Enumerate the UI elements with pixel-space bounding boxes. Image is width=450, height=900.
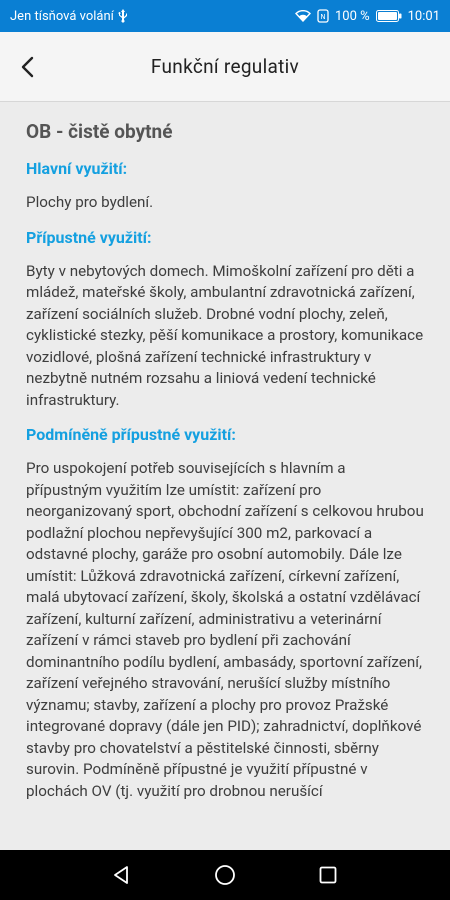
status-left xyxy=(10,9,128,24)
section-heading-main-use: Hlavní využití: xyxy=(26,159,128,178)
page-title: Funkční regulativ xyxy=(150,55,300,78)
section-text-main-use: Plochy pro bydlení. xyxy=(26,193,154,211)
section-heading-permitted-use: Přípustné využití: xyxy=(26,227,152,247)
home-circle-icon xyxy=(214,864,236,886)
recents-square-icon xyxy=(318,865,338,885)
clock: 10:01 xyxy=(407,8,440,24)
nav-back-button[interactable] xyxy=(102,855,142,895)
back-button[interactable] xyxy=(0,32,56,102)
section-text-conditional-use: Pro uspokojení potřeb souvisejících s hlavním a přípustným využitím lze umístit: zařízení pro neorganizovaný sport, obchodní zařízení s celkovou hrubou podlažní plochou nepřevyšující 300 m2, parkovací a odstavné plochy, garáže pro osobní automobily. Dále lze umístit: Lůžková zdravotnická zařízení, církevní zařízení, malá ubytovací zařízení, školy, školská a ostatní vzdělávací zařízení, kulturní zařízení, administrativu a veterinární zařízení v rámci staveb pro bydlení při zachování dominantního podílu bydlení, ambasády, sportovní zařízení, zařízení veřejného stravování, nerušící služby místního významu; stavby, zařízení a plochy pro provoz Pražské integrované dopravy (dále jen PID); zahradnictví, doplňkové stavby pro chovatelství a pěstitelské činnosti, sběrny surovin. Podmíněně přípustné je využití přípustné v plochách OV (tj. využití pro drobnou nerušící xyxy=(26,459,424,800)
nav-recents-button[interactable] xyxy=(308,855,348,895)
back-triangle-icon xyxy=(112,865,132,885)
zone-title: OB - čistě obytné xyxy=(26,120,173,143)
section-text-permitted-use: Byty v nebytových domech. Mimoškolní zařízení pro děti a mládež, mateřské školy, ambulantní zdravotnická zařízení, zařízení sociálních služeb. Drobné vodní plochy, zeleň, cyklistické stezky, pěší komunikace a prostory, komunikace vozidlové, plošná zařízení technické infrastruktury v nezbytně nutném rozsahu a liniová vedení technické infrastruktury. xyxy=(26,261,424,409)
svg-text:N: N xyxy=(320,13,326,21)
regulation-content[interactable] xyxy=(0,102,450,850)
app-bar xyxy=(0,32,450,102)
chevron-left-icon xyxy=(17,56,39,78)
status-bar xyxy=(0,0,450,32)
battery-icon xyxy=(376,10,402,22)
battery-percent: 100 % xyxy=(334,8,370,24)
system-nav-bar xyxy=(0,850,450,900)
nav-home-button[interactable] xyxy=(205,855,245,895)
section-heading-conditional-use: Podmíněně přípustné využití: xyxy=(26,425,236,444)
carrier-text: Jen tísňová volání xyxy=(10,8,114,24)
wifi-icon xyxy=(295,10,311,22)
status-right xyxy=(295,9,440,24)
usb-icon xyxy=(118,9,128,23)
nfc-icon xyxy=(317,9,329,23)
